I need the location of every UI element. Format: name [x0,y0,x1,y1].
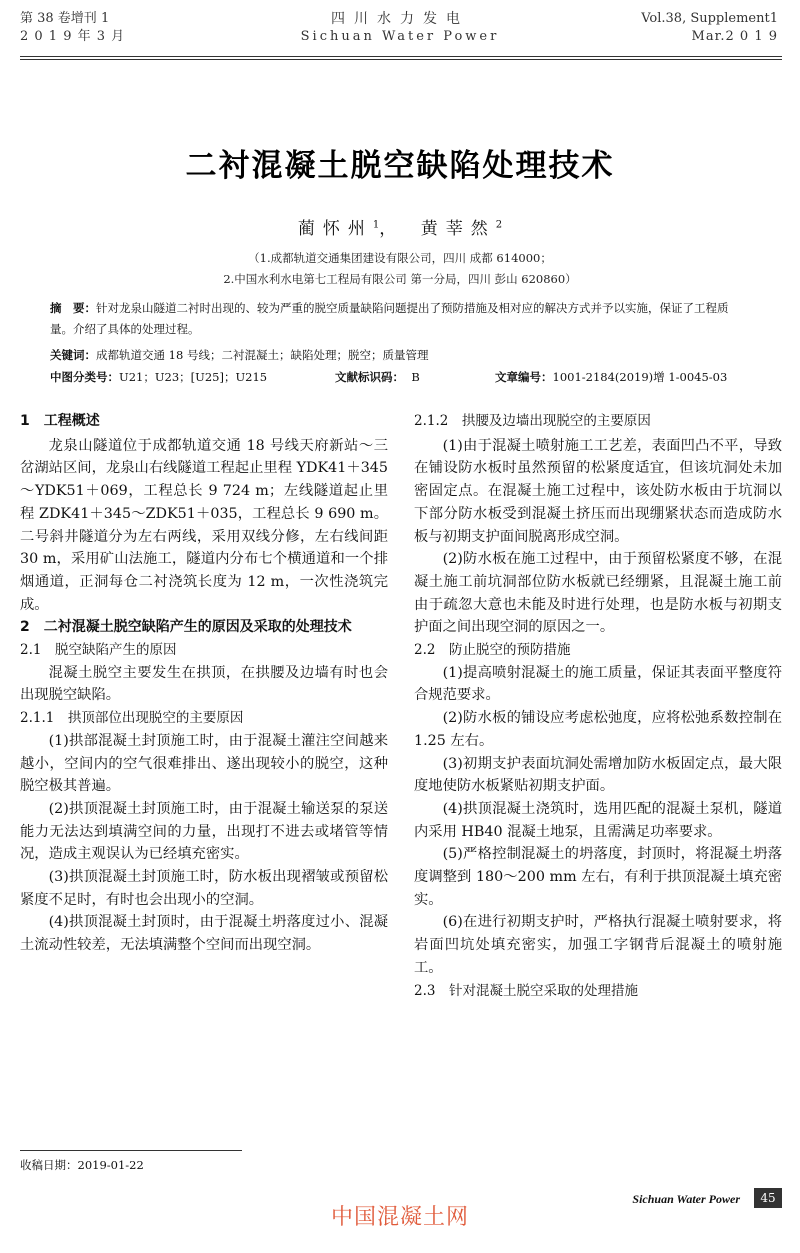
section-1-paragraph: 龙泉山隧道位于成都轨道交通 18 号线天府新站～三岔湖站区间，龙泉山右线隧道工程起止里程 YDK41＋345～YDK51＋069，工程总长 9 724 m；左线隧道起止里程 ZDK41＋345～ZDK51＋035，工程总长 9 690 m。二号斜井隧道分为左右两线，采用双线分修，左右线间距 30 m，采用矿山法施工，隧道内分布七个横通道和一个排烟通道，正洞每仓二衬浇筑长度为 12 m，一次性浇筑完成。 [20,437,388,613]
site-watermark: 中国混凝土网 [330,1205,469,1230]
journal-name-en: Sichuan Water Power [300,29,500,44]
clc-label: 中图分类号： [50,370,119,384]
affiliation-2: 2.中国水利水电第七工程局有限公司 第一分局，四川 彭山 620860） [223,272,577,286]
section-2-1-1-item-4: (4)拱顶混凝土封顶时，由于混凝土坍落度过小、混凝土流动性较差，无法填满整个空间而出现空洞。 [20,914,388,954]
section-2-2-item-1: (1)提高喷射混凝土的施工质量，保证其表面平整度符合规范要求。 [414,664,782,704]
author-1-affil-mark: 1 [372,219,380,231]
section-2-2-item-4: (4)拱顶混凝土浇筑时，选用匹配的混凝土泵机，隧道内采用 HB40 混凝土地泵，且需满足功率要求。 [414,800,782,840]
section-2-1-2-item-1: (1)由于混凝土喷射施工工艺差，表面凹凸不平，导致在铺设防水板时虽然预留的松紧度适宜，但该坑洞处未加密固定点。在混凝土施工过程中，该处防水板由于坑洞以下部分防水板受到混凝土挤压而出现绷紧状态而造成防水板与初期支护面间脱离形成空洞。 [414,437,782,545]
footer-journal-name: Sichuan Water Power [632,1192,740,1206]
article-no-value: 1001-2184(2019)增 1-0045-03 [552,370,728,384]
header-rule-top [20,56,782,57]
affiliation-1: （1.成都轨道交通集团建设有限公司，四川 成都 614000； [248,251,552,265]
issue-date: 2 0 1 9 年 3 月 [20,29,126,44]
section-2-heading: 2 二衬混凝土脱空缺陷产生的原因及采取的处理技术 [20,619,352,636]
doc-code-value: B [411,370,420,384]
date-en: Mar.2 0 1 9 [691,29,778,44]
keywords [50,345,750,366]
article-no-label: 文章编号： [495,370,553,384]
keywords-label: 关键词： [50,348,96,362]
author-line [0,214,800,239]
received-date: 收稿日期：2019-01-22 [20,1158,144,1172]
author-1: 蔺怀州 [297,219,373,239]
section-2-1-1-item-2: (2)拱顶混凝土封顶施工时，由于混凝土输送泵的泵送能力无法达到填满空间的力量，出现打不进去或堵管等情况，造成主观误认为已经填充密实。 [20,800,388,863]
volume-issue: 第 38 卷增刊 1 [20,11,110,26]
left-column [20,410,388,957]
section-2-2-item-2: (2)防水板的铺设应考虑松弛度，应将松弛系数控制在 1.25 左右。 [414,710,782,749]
section-2-3-heading: 2.3 针对混凝土脱空采取的处理措施 [414,982,638,999]
volume-en: Vol.38, Supplement1 [641,11,778,26]
section-2-1-heading: 2.1 脱空缺陷产生的原因 [20,642,177,659]
abstract [50,298,750,340]
section-2-1-1-item-1: (1)拱部混凝土封顶施工时，由于混凝土灌注空间越来越小，空间内的空气很难排出、遂出现较小的脱空，这种脱空极其普遍。 [20,732,388,795]
doc-code-label: 文献标识码： [335,370,404,384]
keywords-text: 成都轨道交通 18 号线；二衬混凝土；缺陷处理；脱空；质量管理 [96,348,429,362]
abstract-text: 针对龙泉山隧道二衬时出现的、较为严重的脱空质量缺陷问题提出了预防措施及相对应的解决方式并予以实施，保证了工程质量。介绍了具体的处理过程。 [50,301,729,336]
doc-code [335,369,420,385]
journal-name-cn: 四川水力发电 [331,11,469,27]
clc-number [50,369,267,385]
section-2-2-heading: 2.2 防止脱空的预防措施 [414,642,571,659]
section-2-1-2-heading: 2.1.2 拱腰及边墙出现脱空的主要原因 [414,413,651,429]
section-2-1-1-heading: 2.1.1 拱顶部位出现脱空的主要原因 [20,710,244,727]
article-number [495,369,727,385]
clc-value: U21；U23；[U25]；U215 [119,370,268,384]
section-2-1-paragraph: 混凝土脱空主要发生在拱顶，在拱腰及边墙有时也会出现脱空缺陷。 [20,664,388,704]
article-title: 二衬混凝土脱空缺陷处理技术 [185,148,615,184]
section-2-2-item-3: (3)初期支护表面坑洞处需增加防水板固定点，最大限度地使防水板紧贴初期支护面。 [414,755,782,795]
section-2-1-1-item-3: (3)拱顶混凝土封顶施工时，防水板出现褶皱或预留松紧度不足时，有时也会出现小的空洞。 [20,869,388,908]
author-separator: ， [379,219,421,239]
header-rule-bottom [20,59,782,60]
abstract-label: 摘 要： [50,301,96,315]
section-1-heading: 1 工程概述 [20,413,100,429]
author-2: 黄莘然 [420,219,496,239]
footnote-rule [20,1150,242,1151]
page-number: 45 [754,1188,782,1208]
header-right [641,10,778,46]
section-2-2-item-5: (5)严格控制混凝土的坍落度，封顶时，将混凝土坍落度调整到 180～200 mm 左右，有利于拱顶混凝土填充密实。 [414,846,782,908]
section-2-1-2-item-2: (2)防水板在施工过程中，由于预留松紧度不够，在混凝土施工前坑洞部位防水板就已经绷紧，且混凝土施工前由于疏忽大意也未能及时进行处理，也是防水板与初期支护面之间出现空洞的原因之一。 [414,551,782,636]
author-2-affil-mark: 2 [495,219,503,231]
right-column [414,410,782,1002]
section-2-2-item-6: (6)在进行初期支护时，严格执行混凝土喷射要求，将岩面凹坑处填充密实，加强工字钢背后混凝土的喷射施工。 [414,914,782,976]
